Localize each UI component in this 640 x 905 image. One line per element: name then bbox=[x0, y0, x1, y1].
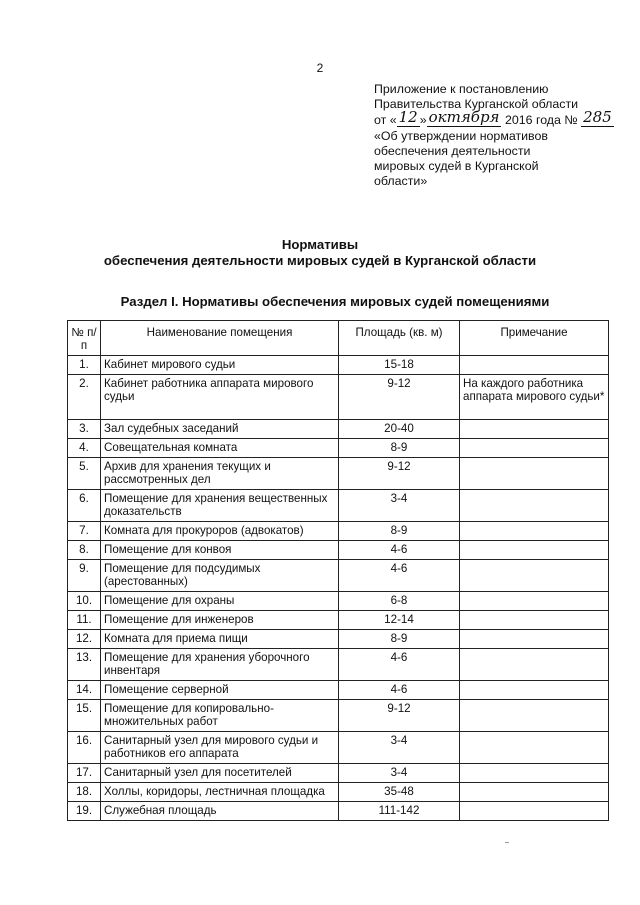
row-note bbox=[460, 611, 609, 630]
row-note bbox=[460, 490, 609, 522]
row-area: 9-12 bbox=[339, 458, 460, 490]
row-name: Помещение для хранения уборочного инвентаря bbox=[101, 649, 339, 681]
row-name: Помещение для хранения вещественных доказательств bbox=[101, 490, 339, 522]
row-name: Зал судебных заседаний bbox=[101, 420, 339, 439]
table-row bbox=[68, 490, 609, 522]
row-name: Комната для прокуроров (адвокатов) bbox=[101, 522, 339, 541]
row-name: Архив для хранения текущих и рассмотренных дел bbox=[101, 458, 339, 490]
table-row bbox=[68, 458, 609, 490]
row-note: На каждого работника аппарата мирового судьи* bbox=[460, 375, 609, 420]
handwritten-number: 285 bbox=[583, 108, 612, 127]
row-name: Совещательная комната bbox=[101, 439, 339, 458]
table-row bbox=[68, 700, 609, 732]
table-row bbox=[68, 439, 609, 458]
row-note bbox=[460, 420, 609, 439]
row-area: 3-4 bbox=[339, 490, 460, 522]
row-note bbox=[460, 560, 609, 592]
row-name: Холлы, коридоры, лестничная площадка bbox=[101, 783, 339, 802]
row-area: 8-9 bbox=[339, 522, 460, 541]
row-num: 16. bbox=[68, 732, 101, 764]
header-note: Примечание bbox=[460, 321, 609, 356]
row-area: 111-142 bbox=[339, 802, 460, 821]
row-area: 20-40 bbox=[339, 420, 460, 439]
handwritten-day: 12 bbox=[398, 108, 418, 127]
row-num: 11. bbox=[68, 611, 101, 630]
annex-date-prefix: от « bbox=[374, 113, 397, 128]
row-note bbox=[460, 630, 609, 649]
row-area: 8-9 bbox=[339, 439, 460, 458]
annex-line-5: обеспечения деятельности bbox=[374, 143, 531, 158]
row-name: Служебная площадь bbox=[101, 802, 339, 821]
row-area: 4-6 bbox=[339, 560, 460, 592]
row-num: 5. bbox=[68, 458, 101, 490]
row-num: 4. bbox=[68, 439, 101, 458]
annex-line-4: «Об утверждении нормативов bbox=[374, 128, 548, 143]
document-title: Нормативы bbox=[281, 237, 359, 252]
row-num: 7. bbox=[68, 522, 101, 541]
row-num: 10. bbox=[68, 592, 101, 611]
table-row bbox=[68, 783, 609, 802]
row-num: 12. bbox=[68, 630, 101, 649]
row-name: Санитарный узел для посетителей bbox=[101, 764, 339, 783]
row-name: Помещение для копировально-множительных работ bbox=[101, 700, 339, 732]
row-area: 3-4 bbox=[339, 764, 460, 783]
document-subtitle: обеспечения деятельности мировых судей в Курганской области bbox=[103, 253, 537, 268]
row-area: 4-6 bbox=[339, 541, 460, 560]
row-note bbox=[460, 522, 609, 541]
annex-year: 2016 года № bbox=[504, 113, 578, 128]
row-num: 13. bbox=[68, 649, 101, 681]
row-note bbox=[460, 458, 609, 490]
table-row bbox=[68, 541, 609, 560]
row-note bbox=[460, 783, 609, 802]
row-name: Кабинет работника аппарата мирового судьи bbox=[101, 375, 339, 420]
row-name: Помещение серверной bbox=[101, 681, 339, 700]
table-header-row bbox=[68, 321, 609, 356]
table-row bbox=[68, 522, 609, 541]
annex-line-3 bbox=[374, 108, 614, 128]
annex-block bbox=[374, 82, 614, 189]
row-note bbox=[460, 802, 609, 821]
table-row bbox=[68, 764, 609, 783]
table-row bbox=[68, 420, 609, 439]
row-area: 35-48 bbox=[339, 783, 460, 802]
table-row bbox=[68, 681, 609, 700]
header-name: Наименование помещения bbox=[101, 321, 339, 356]
row-name: Кабинет мирового судьи bbox=[101, 356, 339, 375]
row-note bbox=[460, 356, 609, 375]
row-num: 8. bbox=[68, 541, 101, 560]
row-name: Комната для приема пищи bbox=[101, 630, 339, 649]
row-note bbox=[460, 732, 609, 764]
page-number: 2 bbox=[316, 61, 324, 75]
annex-line-1: Приложение к постановлению bbox=[374, 82, 549, 96]
row-note bbox=[460, 649, 609, 681]
table-row bbox=[68, 356, 609, 375]
handwritten-month: октября bbox=[428, 108, 500, 127]
row-note bbox=[460, 541, 609, 560]
row-area: 8-9 bbox=[339, 630, 460, 649]
row-area: 12-14 bbox=[339, 611, 460, 630]
row-area: 9-12 bbox=[339, 700, 460, 732]
row-name: Помещение для инженеров bbox=[101, 611, 339, 630]
row-note bbox=[460, 592, 609, 611]
table-row bbox=[68, 592, 609, 611]
row-num: 1. bbox=[68, 356, 101, 375]
row-num: 19. bbox=[68, 802, 101, 821]
row-num: 9. bbox=[68, 560, 101, 592]
row-note bbox=[460, 681, 609, 700]
row-area: 15-18 bbox=[339, 356, 460, 375]
table-row bbox=[68, 802, 609, 821]
table-row bbox=[68, 732, 609, 764]
row-num: 17. bbox=[68, 764, 101, 783]
row-name: Помещение для охраны bbox=[101, 592, 339, 611]
rooms-table bbox=[67, 320, 609, 821]
row-num: 15. bbox=[68, 700, 101, 732]
table-row bbox=[68, 630, 609, 649]
row-name: Помещение для конвоя bbox=[101, 541, 339, 560]
annex-date-mid: » bbox=[419, 113, 427, 128]
row-note bbox=[460, 700, 609, 732]
table-row bbox=[68, 560, 609, 592]
row-num: 18. bbox=[68, 783, 101, 802]
table-row bbox=[68, 611, 609, 630]
row-area: 4-6 bbox=[339, 681, 460, 700]
row-area: 4-6 bbox=[339, 649, 460, 681]
annex-line-6: мировых судей в Курганской bbox=[374, 159, 539, 174]
row-area: 9-12 bbox=[339, 375, 460, 420]
table-row bbox=[68, 375, 609, 420]
row-name: Санитарный узел для мирового судьи и работников его аппарата bbox=[101, 732, 339, 764]
table-row bbox=[68, 649, 609, 681]
row-name: Помещение для подсудимых (арестованных) bbox=[101, 560, 339, 592]
annex-line-7: области» bbox=[374, 174, 428, 189]
header-num: № п/п bbox=[68, 321, 101, 356]
row-num: 14. bbox=[68, 681, 101, 700]
header-area: Площадь (кв. м) bbox=[339, 321, 460, 356]
row-num: 3. bbox=[68, 420, 101, 439]
row-note bbox=[460, 764, 609, 783]
row-num: 2. bbox=[68, 375, 101, 420]
row-num: 6. bbox=[68, 490, 101, 522]
section-title: Раздел I. Нормативы обеспечения мировых судей помещениями bbox=[120, 294, 550, 309]
row-note bbox=[460, 439, 609, 458]
row-area: 6-8 bbox=[339, 592, 460, 611]
row-area: 3-4 bbox=[339, 732, 460, 764]
annex-line-2: Правительства Курганской области bbox=[374, 97, 579, 112]
scan-mark bbox=[505, 842, 509, 843]
